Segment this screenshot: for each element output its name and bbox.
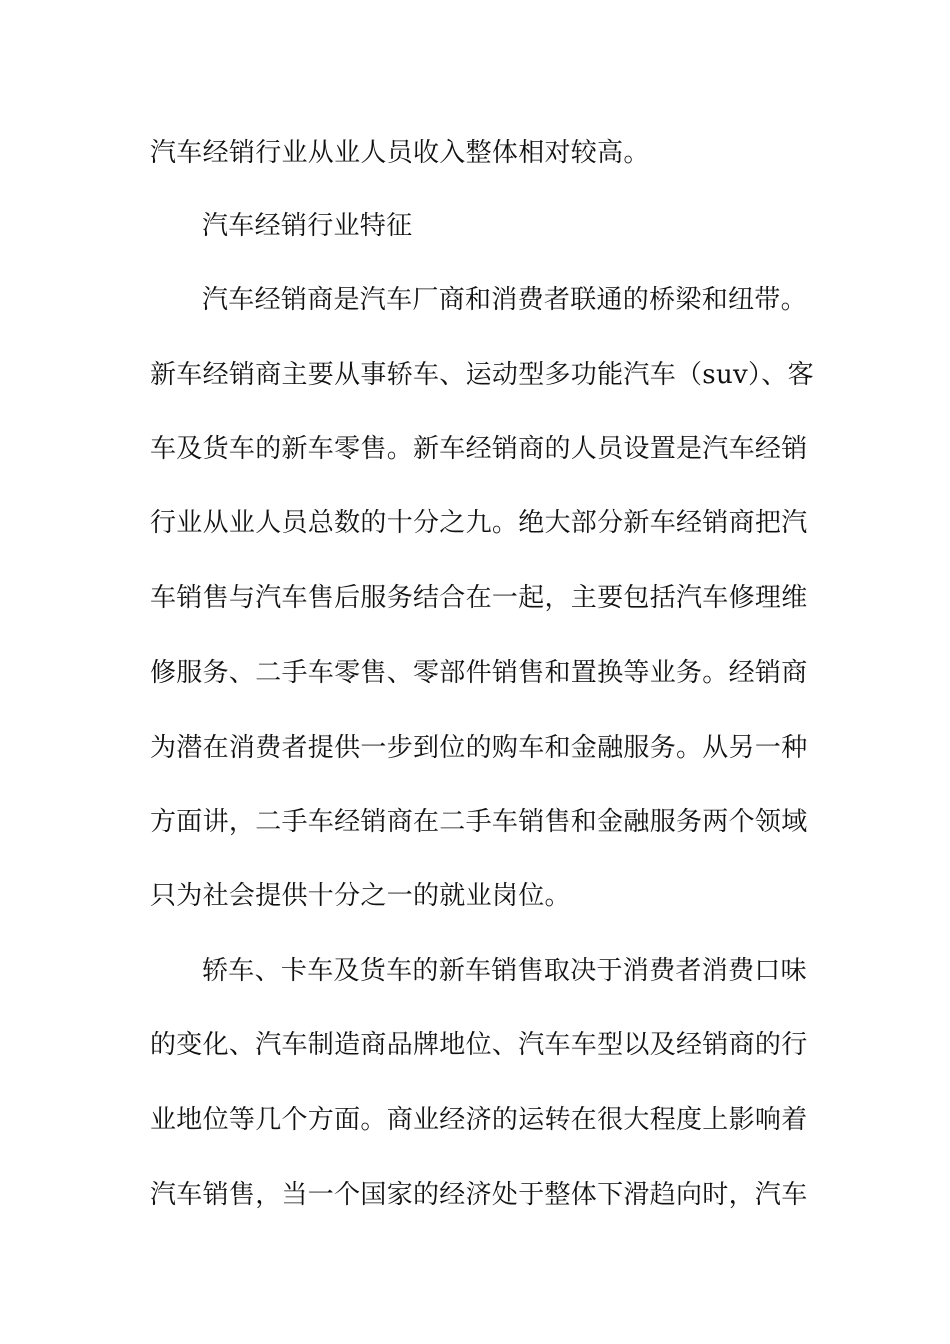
paragraph-line: 汽车销售，当一个国家的经济处于整体下滑趋向时，汽车 [150,1180,808,1210]
paragraph-line: 新车经销商主要从事轿车、运动型多功能汽车（suv）、客 [150,360,814,390]
paragraph-line: 业地位等几个方面。商业经济的运转在很大程度上影响着 [150,1105,808,1135]
paragraph-line: 为潜在消费者提供一步到位的购车和金融服务。从另一种 [150,733,808,763]
paragraph-line: 轿车、卡车及货车的新车销售取决于消费者消费口味 [202,956,807,986]
paragraph-line: 的变化、汽车制造商品牌地位、汽车车型以及经销商的行 [150,1030,808,1060]
paragraph-line: 车及货车的新车零售。新车经销商的人员设置是汽车经销 [150,434,808,464]
paragraph-line: 方面讲，二手车经销商在二手车销售和金融服务两个领域 [150,807,808,837]
paragraph-line: 汽车经销行业从业人员收入整体相对较高。 [150,138,650,168]
paragraph-line: 汽车经销商是汽车厂商和消费者联通的桥梁和纽带。 [202,285,807,315]
paragraph-line: 只为社会提供十分之一的就业岗位。 [150,881,571,911]
paragraph-line: 行业从业人员总数的十分之九。绝大部分新车经销商把汽 [150,508,808,538]
paragraph-line: 修服务、二手车零售、零部件销售和置换等业务。经销商 [150,658,808,688]
paragraph-line: 车销售与汽车售后服务结合在一起，主要包括汽车修理维 [150,583,808,613]
section-heading: 汽车经销行业特征 [202,211,413,241]
